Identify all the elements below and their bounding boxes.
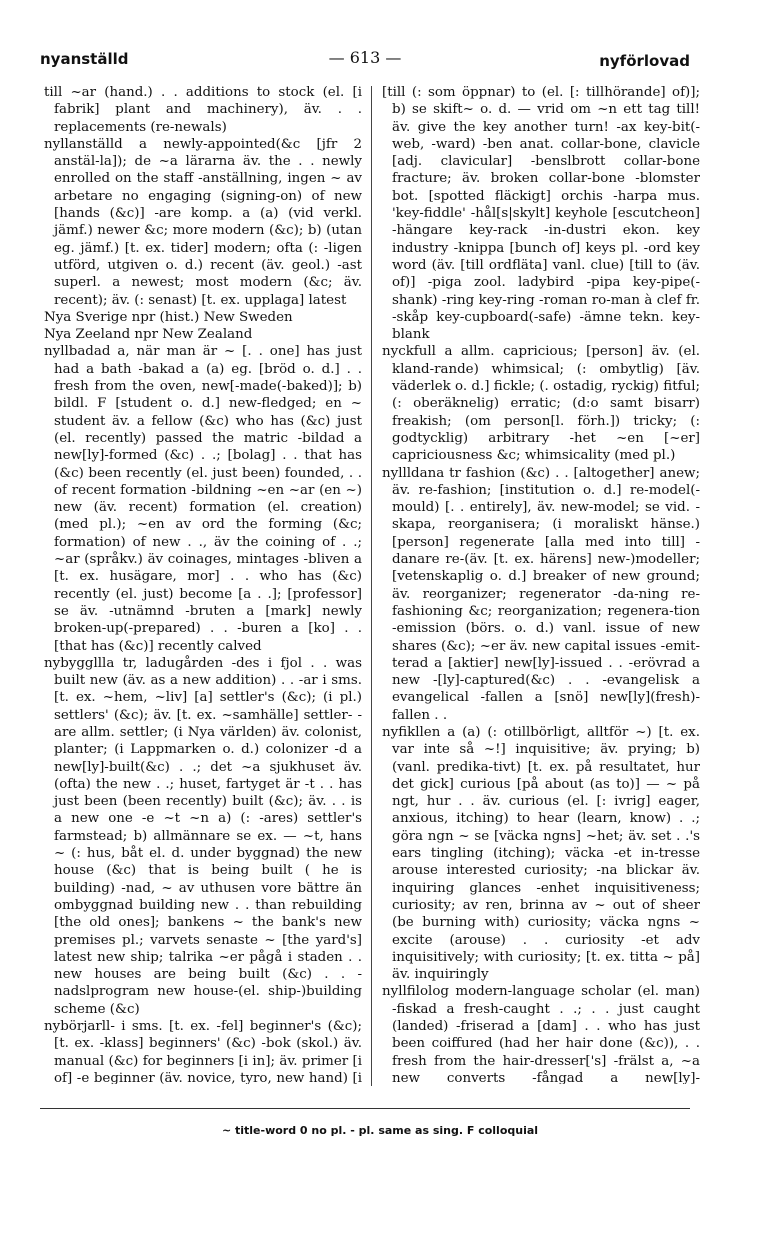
dictionary-entry: nyllbadad a, när man är ~ [. . one] has just had a bath -bakad a (a) eg. [bröd o. d.] . . fresh from the oven, new[-made(-baked)]; b) bildl. F [student o. d.] new-fledged; en ~ student äv. a fellow (&c) who has (&c) just (el. recently) passed the matric -bildad a new[ly]-formed (&c) . .; [bolag] . . that has (&c) been recently (el. just been) founded, . . of recent formation -bildning ~en ~ar (en ~) new (äv. recent) formation (el. creation) (med pl.); ~en av ord the forming (&c; formation) of new . ., äv the coining of . .; ~ar (språkv.) äv coinages, mintages -bliven a [t. ex. husägare, mor] . . who has (&c) recently (el. just) become [a . .]; [professor] se äv. -utnämnd -bruten a [mark] newly broken-up(-prepared) . . -buren a [ko] . . [that has (&c)] recently calved [44, 344, 362, 654]
dictionary-entry: nyckfull a allm. capricious; [person] äv. (el. kland-rande) whimsical; (: ombytlig) [äv. väderlek o. d.] fickle; (. ostadig, ryckig) fitful; (: oberäknelig) erratic; (d:o samt bisarr) freakish; (om person[l. förh.]) tricky; (: godtycklig) arbitrary -het ~en [~er] capriciousness &c; whimsicality (med pl.) [382, 344, 700, 464]
page-header [40, 46, 690, 72]
left-column [44, 84, 362, 1084]
dictionary-entry: nyllfilolog modern-language scholar (el. man) -fiskad a fresh-caught . .; . . just caught (landed) -friserad a [dam] . . who has just been coiffured (had her hair done (&c)), . . fresh from the hair-dresser['s] -frälst a, ~a new converts -fångad a new[ly]- [382, 984, 700, 1084]
header-first-word: nyanställd [40, 50, 129, 68]
header-last-word: nyförlovad [599, 52, 690, 70]
dictionary-entry: till ~ar (hand.) . . additions to stock (el. [i fabrik] plant and machinery), äv. . . replacements (re-newals) [44, 85, 362, 135]
dictionary-entry: Nya Zeeland npr New Zealand [44, 327, 253, 343]
column-divider [371, 86, 372, 1086]
footer-rule [40, 1108, 690, 1109]
dictionary-entry: Nya Sverige npr (hist.) New Sweden [44, 309, 293, 325]
dictionary-entry: nybörjarll- i sms. [t. ex. -fel] beginner's (&c); [t. ex. -klass] beginners' (&c) -bok (skol.) äv. manual (&c) for beginners [i in]; äv. primer [i of] -e beginner (äv. novice, tyro, new hand) [i [44, 1019, 362, 1084]
dictionary-entry: nybyggllla tr, ladugården -des i fjol . . was built new (äv. as a new addition) . . -ar i sms. [t. ex. ~hem, ~liv] [a] settler's (&c); (i pl.) settlers' (&c); äv. [t. ex. ~samhälle] settler- -are allm. settler; (i Nya världen) äv. colonist, planter; (i Lappmarken o. d.) colonizer -d a new[ly]-built(&c) . .; det ~a sjukhuset äv. (ofta) the new . .; huset, fartyget är -t . . has just been (been recently) built (&c); äv. . . is a new one -e ~t ~n a) (: -ares) settler's farmstead; b) allmännare se ex. — ~t, hans ~ (: hus, båt el. d. under byggnad) the new house (&c) that is being built ( he is building) -nad, ~ av uthusen vore bättre än ombyggnad building new . . than rebuilding [the old ones]; bankens ~ the bank's new premises pl.; varvets senaste ~ [the yard's] latest new ship; talrika ~er pågå i staden . . new houses are being built (&c) . . -nadslprogram new house-(el. ship-)building scheme (&c) [44, 655, 362, 1017]
dictionary-entry: [till (: som öppnar) to (el. [: tillhörande] of)]; b) se skift~ o. d. — vrid om ~n ett tag till! äv. give the key another turn! -ax key-bit(-web, -ward) -ben anat. collar-bone, clavicle [adj. clavicular] -benslbrott collar-bone fracture; äv. broken collar-bone -blomster bot. [spotted fläckigt] orchis -harpa mus. 'key-fiddle' -hål[s|skylt] keyhole [escutcheon] -hängare key-rack -in-dustri ekon. key industry -knippa [bunch of] keys pl. -ord key word (äv. [till ordfläta] vanl. clue) [till to (äv. of)] -piga zool. ladybird -pipa key-pipe(-shank) -ring key-ring -roman ro-man à clef fr. -skåp key-cupboard(-safe) -ämne tekn. key-blank [382, 85, 700, 343]
dictionary-entry: nyfikllen a (a) (: otillbörligt, alltför ~) [t. ex. var inte så ~!] inquisitive; äv. prying; b) (vanl. predika-tivt) [t. ex. på resultatet, hur det gick] curious [på about (as to)] — ~ på ngt, hur . . äv. curious (el. [: ivrig] eager, anxious, itching) to hear (learn, know) . .; göra ngn ~ se [väcka ngns] ~het; äv. set . .'s ears tingling (itching); väcka -et in-tresse arouse interested curiosity; -na blickar äv. inquiring glances -enhet inquisitiveness; curiosity; av ren, brinna av ~ out of sheer (be burning with) curiosity; väcka ngns ~ excite (arouse) . . curiosity -et adv inquisitively; with curiosity; [t. ex. titta ~ på] äv. inquiringly [382, 724, 700, 983]
dictionary-entry: nyllanställd a newly-appointed(&c [jfr 2 anstäl-la]); de ~a lärarna äv. the . . newly enrolled on the staff -anställning, ingen ~ av arbetare no engaging (signing-on) of new [hands (&c)] -are komp. a (a) (vid verkl. jämf.) newer &c; more modern (&c); b) (utan eg. jämf.) [t. ex. tider] modern; ofta (: -ligen utförd, utgiven o. d.) recent (äv. geol.) -ast superl. a newest; most modern (&c; äv. recent); äv. (: senast) [t. ex. upplaga] latest [44, 136, 362, 308]
page-number: — 613 — [328, 48, 402, 67]
right-column [382, 84, 700, 1084]
dictionary-entry: nyllldana tr fashion (&c) . . [altogether] anew; äv. re-fashion; [institution o. d.] re-model(-mould) [. . entirely], äv. new-model; se vid. -skapa, reorganisera; (i moraliskt hänse.) [person] regenerate [alla med into till] -danare re-(äv. [t. ex. härens] new-)modeller; [vetenskaplig o. d.] breaker of new ground; äv. reorganizer; regenerator -da-ning re-fashioning &c; reorganization; regenera-tion -emission (börs. o. d.) vanl. issue of new shares (&c); ~er äv. new capital issues -emit-terad a [aktier] new[ly]-issued . . -erövrad a new -[ly]-captured(&c) . . -evangelisk a evangelical -fallen a [snö] new[ly](fresh)-fallen . . [382, 465, 700, 723]
abbreviation-key: ~ title-word 0 no pl. - pl. same as sing. F colloquial [221, 1124, 539, 1137]
